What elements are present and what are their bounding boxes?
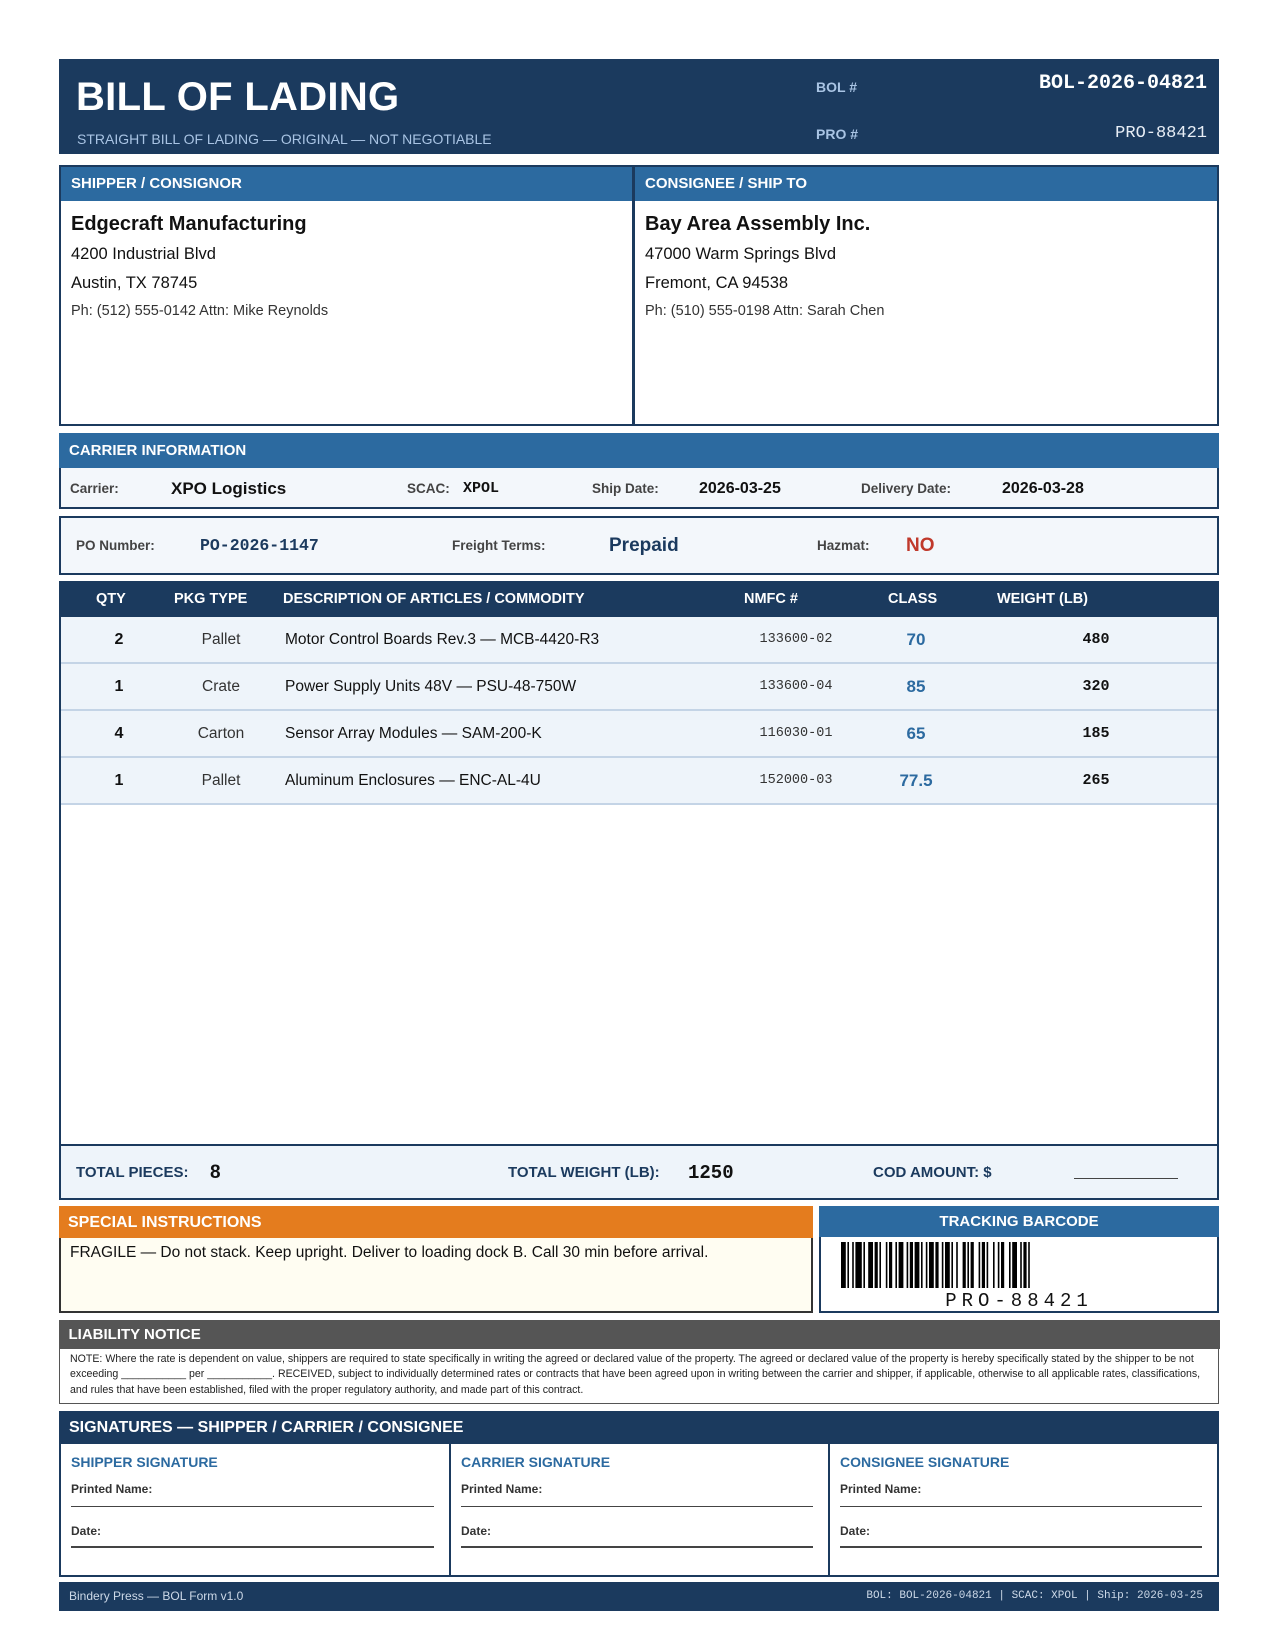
row-description: Aluminum Enclosures — ENC-AL-4U (285, 772, 541, 789)
row-class: 65 (906, 724, 926, 743)
row-weight: 185 (1082, 725, 1110, 742)
special-instructions-text: FRAGILE — Do not stack. Keep upright. Deliver to loading dock B. Call 30 min before arrival. (70, 1244, 709, 1261)
shipper-box (59, 165, 635, 426)
row-pkg-type: Pallet (201, 772, 241, 789)
printed-name-label: Printed Name: (461, 1482, 543, 1496)
consignee-signature-title: CONSIGNEE SIGNATURE (840, 1454, 1010, 1470)
col-qty: QTY (96, 591, 126, 607)
col-class: CLASS (888, 591, 938, 607)
items-table-header (59, 581, 1219, 617)
row-qty: 4 (114, 725, 124, 742)
carrier-printed-name-field[interactable] (461, 1506, 813, 1507)
row-qty: 1 (114, 772, 124, 789)
ship-date-label: Ship Date: (592, 481, 659, 496)
col-weight: WEIGHT (LB) (997, 591, 1089, 607)
carrier-signature-title: CARRIER SIGNATURE (461, 1454, 611, 1470)
date-label: Date: (840, 1524, 871, 1538)
shipper-signature-block (61, 1444, 451, 1575)
pro-label: PRO # (816, 126, 859, 142)
liability-notice-box (59, 1320, 1219, 1404)
row-description: Power Supply Units 48V — PSU-48-750W (285, 678, 577, 695)
tracking-barcode-box (819, 1206, 1219, 1313)
cod-amount-field[interactable] (1074, 1178, 1178, 1179)
pro-number: PRO-88421 (1115, 124, 1207, 143)
row-description: Sensor Array Modules — SAM-200-K (285, 725, 542, 742)
row-class: 77.5 (899, 771, 933, 790)
table-row (61, 758, 1217, 805)
printed-name-label: Printed Name: (71, 1482, 153, 1496)
bill-of-lading-form (59, 59, 1219, 1603)
row-class: 85 (906, 677, 926, 696)
col-pkg-type: PKG TYPE (174, 591, 248, 607)
date-label: Date: (71, 1524, 102, 1538)
row-weight: 320 (1082, 678, 1110, 695)
parties-section (59, 165, 1219, 426)
footer-publisher: Bindery Press — BOL Form v1.0 (69, 1589, 244, 1603)
form-title: BILL OF LADING (76, 75, 400, 119)
scac-code: XPOL (463, 480, 500, 497)
consignee-contact: Ph: (510) 555-0198 Attn: Sarah Chen (645, 303, 885, 319)
consignee-box (635, 165, 1219, 426)
shipper-address-line2: Austin, TX 78745 (71, 274, 198, 292)
signatures-heading: SIGNATURES — SHIPPER / CARRIER / CONSIGNEE (59, 1411, 1219, 1444)
consignee-printed-name-field[interactable] (840, 1506, 1202, 1507)
form-header (59, 59, 1219, 154)
col-nmfc: NMFC # (744, 591, 798, 607)
delivery-date-label: Delivery Date: (861, 481, 952, 496)
carrier-signature-block (451, 1444, 830, 1575)
total-weight: 1250 (688, 1162, 734, 1184)
freight-terms: Prepaid (609, 535, 679, 556)
consignee-date-field[interactable] (840, 1546, 1202, 1548)
scac-label: SCAC: (407, 481, 450, 496)
po-number-label: PO Number: (76, 538, 155, 553)
consignee-name: Bay Area Assembly Inc. (645, 213, 871, 235)
barcode-text: PRO-88421 (945, 1290, 1093, 1312)
row-qty: 1 (114, 678, 124, 695)
carrier-date-field[interactable] (461, 1546, 813, 1548)
special-instructions-heading: SPECIAL INSTRUCTIONS (59, 1206, 813, 1238)
hazmat-status: NO (906, 535, 935, 556)
total-pieces: 8 (210, 1162, 221, 1183)
po-number: PO-2026-1147 (200, 536, 319, 555)
date-label: Date: (461, 1524, 492, 1538)
row-pkg-type: Pallet (201, 631, 241, 648)
row-pkg-type: Carton (197, 725, 245, 742)
bol-number: BOL-2026-04821 (1038, 72, 1207, 95)
form-subtitle: STRAIGHT BILL OF LADING — ORIGINAL — NOT NEGOTIABLE (77, 131, 492, 147)
row-nmfc: 152000-03 (759, 773, 833, 788)
row-nmfc: 133600-02 (759, 632, 833, 647)
shipper-heading: SHIPPER / CONSIGNOR (61, 167, 632, 201)
signatures-section (59, 1411, 1219, 1577)
carrier-section (59, 433, 1219, 509)
row-class: 70 (906, 630, 926, 649)
shipper-printed-name-field[interactable] (71, 1506, 434, 1507)
freight-terms-label: Freight Terms: (452, 538, 546, 553)
shipper-name: Edgecraft Manufacturing (71, 213, 307, 235)
row-qty: 2 (114, 631, 124, 648)
consignee-address-line2: Fremont, CA 94538 (645, 274, 789, 292)
totals-row (59, 1144, 1219, 1200)
bol-label: BOL # (816, 79, 857, 95)
total-pieces-label: TOTAL PIECES: (76, 1164, 189, 1181)
shipper-contact: Ph: (512) 555-0142 Attn: Mike Reynolds (71, 303, 329, 319)
ship-date: 2026-03-25 (699, 480, 781, 497)
shipper-date-field[interactable] (71, 1546, 434, 1548)
row-nmfc: 116030-01 (759, 726, 833, 741)
order-info-row (59, 516, 1219, 575)
tracking-barcode-heading: TRACKING BARCODE (819, 1206, 1219, 1237)
row-nmfc: 133600-04 (759, 679, 833, 694)
carrier-name: XPO Logistics (171, 479, 287, 498)
liability-notice-text: NOTE: Where the rate is dependent on value, shippers are required to state specifically in writing the agreed or declared value of the property. The agreed or declared value of the property is hereby specifically stated by the shipper to be not exceeding ___________ per ___________. RECEIVED, subject to individually determined rates or contracts that have been agreed upon in writing between the carrier and shipper, if applicable, otherwise to all applicable rates, classifications, and rules that have been established, filed with the proper regulatory authority, and made part of this contract. (70, 1352, 1201, 1396)
footer-reference: BOL: BOL-2026-04821 | SCAC: XPOL | Ship: 2026-03-25 (866, 1590, 1203, 1602)
table-row (61, 664, 1217, 711)
row-description: Motor Control Boards Rev.3 — MCB-4420-R3 (285, 631, 600, 648)
special-instructions-box (59, 1206, 813, 1313)
table-row (61, 711, 1217, 758)
row-pkg-type: Crate (202, 678, 240, 695)
carrier-row (59, 468, 1219, 509)
liability-notice-heading: LIABILITY NOTICE (59, 1320, 1220, 1349)
row-weight: 480 (1082, 631, 1110, 648)
consignee-heading: CONSIGNEE / SHIP TO (635, 167, 1217, 201)
row-weight: 265 (1082, 772, 1110, 789)
table-row (61, 617, 1217, 664)
printed-name-label: Printed Name: (840, 1482, 922, 1496)
barcode-icon (841, 1242, 1199, 1290)
hazmat-label: Hazmat: (817, 538, 870, 553)
carrier-label: Carrier: (70, 481, 119, 496)
shipper-address-line1: 4200 Industrial Blvd (71, 245, 216, 263)
delivery-date: 2026-03-28 (1002, 480, 1084, 497)
form-footer (59, 1582, 1219, 1611)
col-description: DESCRIPTION OF ARTICLES / COMMODITY (283, 591, 585, 607)
cod-amount-label: COD AMOUNT: $ (873, 1164, 992, 1181)
consignee-signature-block (830, 1444, 1217, 1575)
consignee-address-line1: 47000 Warm Springs Blvd (645, 245, 837, 263)
carrier-heading: CARRIER INFORMATION (59, 433, 1219, 468)
shipper-signature-title: SHIPPER SIGNATURE (71, 1454, 218, 1470)
total-weight-label: TOTAL WEIGHT (LB): (508, 1164, 660, 1181)
items-table (59, 581, 1219, 1146)
